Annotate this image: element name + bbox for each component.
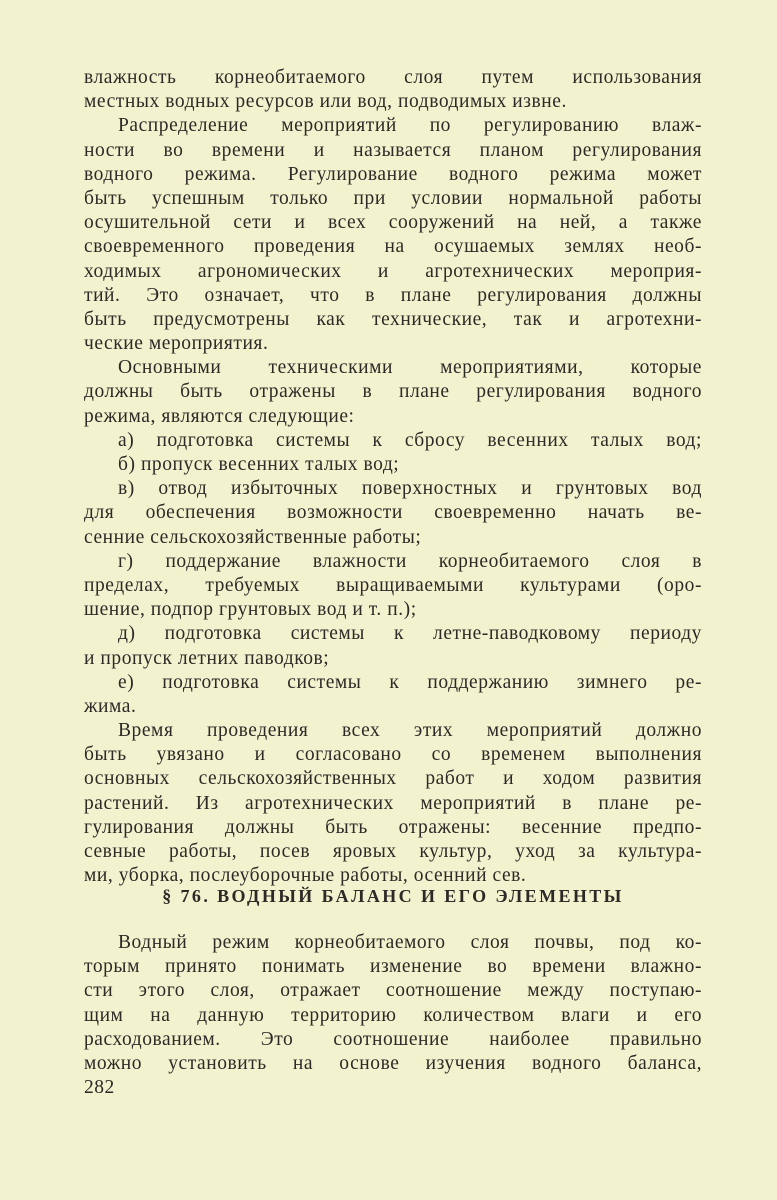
text-line: тий. Это означает, что в плане регулирования должны bbox=[84, 284, 702, 306]
list-item-c: в) отвод избыточных поверхностных и грунтовых вод bbox=[118, 478, 702, 500]
list-item-e: д) подготовка системы к летне-паводковому периоду bbox=[118, 623, 702, 645]
list-item-f: е) подготовка системы к поддержанию зимнего ре- bbox=[118, 671, 702, 693]
text-line: Водный режим корнеобитаемого слоя почвы, под ко- bbox=[118, 932, 702, 953]
text-line: растений. Из агротехнических мероприятий в плане ре- bbox=[84, 792, 702, 814]
text-line: Основными техническими мероприятиями, которые bbox=[118, 357, 702, 379]
section-heading: § 76. ВОДНЫЙ БАЛАНС И ЕГО ЭЛЕМЕНТЫ bbox=[162, 886, 624, 906]
text-line: должны быть отражены в плане регулирования водного bbox=[84, 381, 702, 403]
text-line: водного режима. Регулирование водного режима может bbox=[84, 163, 702, 185]
page-number: 282 bbox=[84, 1077, 115, 1098]
text-line: местных водных ресурсов или вод, подводимых извне. bbox=[84, 91, 567, 113]
text-line: торым принято понимать изменение во времени влажно- bbox=[84, 956, 702, 978]
list-item-a: а) подготовка системы к сбросу весенних талых вод; bbox=[118, 429, 702, 451]
text-line: Время проведения всех этих мероприятий должно bbox=[118, 720, 702, 742]
text-line: быть успешным только при условии нормальной работы bbox=[84, 187, 702, 209]
text-line: сенние сельскохозяйственные работы; bbox=[84, 526, 422, 548]
text-block-2 bbox=[84, 931, 702, 1076]
text-line: севные работы, посев яровых культур, уход за культура- bbox=[84, 841, 702, 862]
text-line: для обеспечения возможности своевременно начать ве- bbox=[84, 502, 702, 524]
text-line: можно установить на основе изучения водного баланса, bbox=[84, 1052, 702, 1074]
text-line: ческие мероприятия. bbox=[84, 333, 269, 355]
text-line: ми, уборка, послеуборочные работы, осенний сев. bbox=[84, 865, 527, 887]
text-line: шение, подпор грунтовых вод и т. п.); bbox=[84, 599, 417, 621]
text-line: сти этого слоя, отражает соотношение между поступаю- bbox=[84, 980, 702, 1002]
text-line: своевременного проведения на осушаемых землях необ- bbox=[84, 236, 702, 258]
text-line: и пропуск летних паводков; bbox=[84, 647, 330, 669]
text-line: основных сельскохозяйственных работ и ходом развития bbox=[84, 768, 702, 790]
text-line: Распределение мероприятий по регулированию влаж- bbox=[118, 115, 702, 137]
text-line: быть предусмотрены как технические, так и агротехни- bbox=[84, 308, 702, 330]
text-line: быть увязано и согласовано со временем выполнения bbox=[84, 744, 702, 766]
text-line: гулирования должны быть отражены: весенние предпо- bbox=[84, 816, 702, 838]
text-line: ности во времени и называется планом регулирования bbox=[84, 139, 702, 161]
list-item-d: г) поддержание влажности корнеобитаемого слоя в bbox=[118, 550, 702, 572]
text-line: расходованием. Это соотношение наиболее правильно bbox=[84, 1028, 702, 1050]
text-line: пределах, требуемых выращиваемыми культурами (оро- bbox=[84, 574, 702, 596]
text-line: осушительной сети и всех сооружений на ней, а также bbox=[84, 212, 702, 234]
list-item-b: б) пропуск весенних талых вод; bbox=[118, 454, 400, 475]
text-line: щим на данную территорию количеством влаги и его bbox=[84, 1004, 702, 1026]
text-block-1 bbox=[84, 66, 702, 888]
text-line: влажность корнеобитаемого слоя путем использования bbox=[84, 67, 702, 88]
text-line: ходимых агрономических и агротехнических мероприя- bbox=[84, 260, 702, 282]
text-line: жима. bbox=[84, 695, 137, 717]
text-line: режима, являются следующие: bbox=[84, 405, 355, 427]
